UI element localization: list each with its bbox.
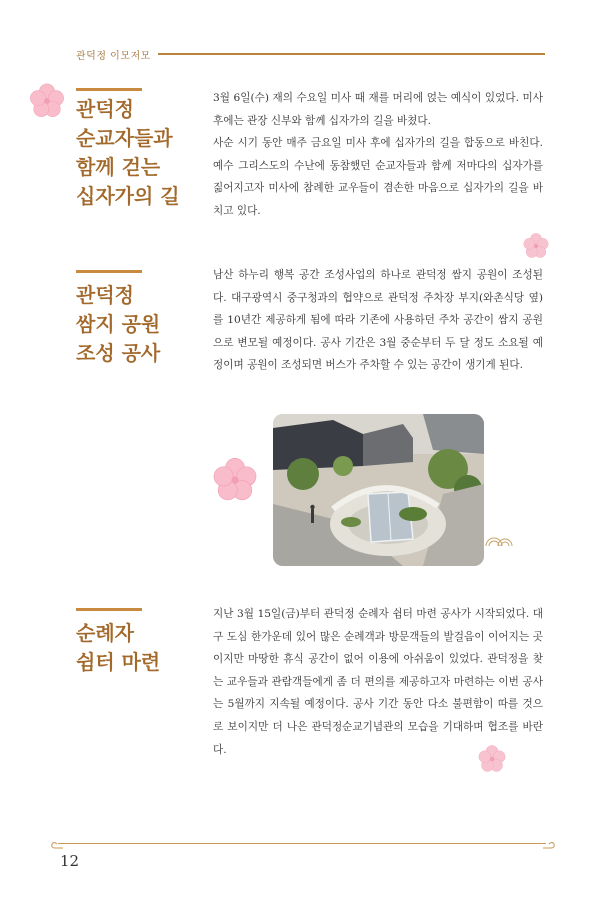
wave-ornament-icon	[484, 533, 514, 552]
paragraph: 3월 6일(수) 재의 수요일 미사 때 재를 머리에 얹는 예식이 있었다. 미사 후에는 관장 신부와 함께 십자가의 길을 바쳤다.	[213, 92, 543, 127]
section-body-3	[213, 603, 543, 761]
page-number: 12	[60, 852, 80, 870]
park-rendering-photo	[273, 414, 484, 566]
footer-curl-icon	[542, 836, 556, 855]
section-title-2: 관덕정 쌈지 공원 조성 공사	[76, 283, 161, 365]
section-title-3: 순례자 쉼터 마련	[76, 621, 161, 674]
blossom-icon	[28, 82, 66, 124]
section-bar	[76, 88, 142, 91]
blossom-icon	[522, 232, 550, 264]
section-bar	[76, 270, 142, 273]
blossom-icon	[477, 744, 507, 778]
paragraph: 남산 하누리 행복 공간 조성사업의 하나로 관덕정 쌈지 공원이 조성된다. 대구광역시 중구청과의 협약으로 관덕정 주차장 부지(와촌식당 옆)를 10년간 제공하게 됨에 따라 기존에 사용하던 주차 공간이 쌈지 공원으로 변모될 예정이다. 공사 기간은 3월 중순부터 두 달 정도 소요될 예정이며 공원이 조성되면 버스가 주차할 수 있는 공간이 생기게 된다.	[213, 269, 543, 372]
paragraph: 지난 3월 15일(금)부터 관덕정 순례자 쉼터 마련 공사가 시작되었다. 대구 도심 한가운데 있어 많은 순례객과 방문객들의 발걸음이 이어지는 곳이지만 마땅한 휴식 공간이 없어 이용에 아쉬움이 있었다. 관덕정을 찾는 교우들과 관람객들에게 좀 더 편의를 제공하고자 마련하는 이번 공사는 5월까지 지속될 예정이다. 공사 기간 동안 다소 불편함이 따를 것으로 보이지만 더 나은 관덕정순교기념관의 모습을 기대하며 협조를 바란다.	[213, 608, 543, 756]
header-divider	[158, 53, 545, 55]
section-bar	[76, 608, 142, 611]
paragraph: 사순 시기 동안 매주 금요일 미사 후에 십자가의 길을 합동으로 바친다. 예수 그리스도의 수난에 동참했던 순교자들과 함께 저마다의 십자가를 짊어지고자 미사에 참례한 교우들이 겸손한 마음으로 십자가의 길을 바치고 있다.	[213, 137, 543, 217]
footer-divider	[58, 843, 546, 844]
section-body-2	[213, 264, 543, 377]
section-title-1: 관덕정 순교자들과 함께 걷는 십자가의 길	[76, 97, 180, 208]
header-label: 관덕정 이모저모	[76, 51, 151, 62]
section-body-1	[213, 87, 543, 223]
blossom-icon	[211, 456, 259, 508]
